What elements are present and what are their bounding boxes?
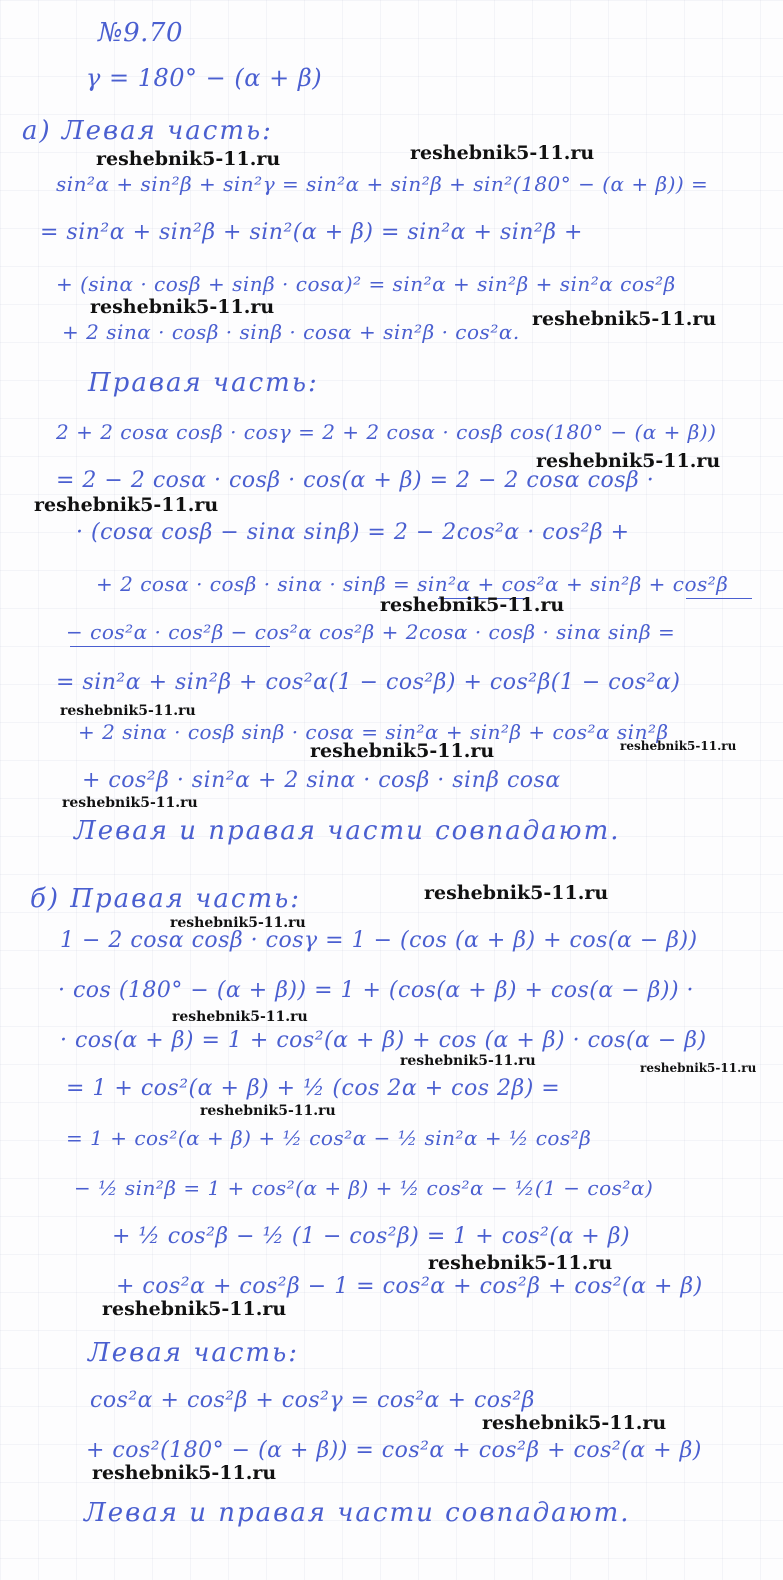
- part-a-left-line-1: sin²α + sin²β + sin²γ = sin²α + sin²β + sin²(180° − (α + β)) =: [56, 172, 709, 196]
- watermark: reshebnik5-11.ru: [90, 296, 275, 318]
- part-b-right-line-2: · cos (180° − (α + β)) = 1 + (cos(α + β) + cos(α − β)) ·: [58, 978, 695, 1003]
- watermark: reshebnik5-11.ru: [424, 882, 609, 904]
- part-b-right-line-1: 1 − 2 cosα cosβ · cosγ = 1 − (cos (α + β) + cos(α − β)): [60, 928, 698, 953]
- watermark: reshebnik5-11.ru: [410, 142, 595, 164]
- watermark: reshebnik5-11.ru: [60, 703, 196, 719]
- part-a-right-line-1: 2 + 2 cosα cosβ · cosγ = 2 + 2 cosα · cosβ cos(180° − (α + β)): [56, 420, 717, 444]
- watermark: reshebnik5-11.ru: [310, 740, 495, 762]
- watermark: reshebnik5-11.ru: [482, 1412, 667, 1434]
- underline-cancel-3: [70, 646, 270, 647]
- part-a-right-line-2: = 2 − 2 cosα · cosβ · cos(α + β) = 2 − 2 cosα cosβ ·: [56, 468, 655, 493]
- part-a-right-line-5: − cos²α · cos²β − cos²α cos²β + 2cosα · cosβ · sinα sinβ =: [66, 620, 676, 644]
- part-b-right-line-5: = 1 + cos²(α + β) + ½ cos²α − ½ sin²α + ½ cos²β: [66, 1126, 592, 1150]
- part-b-right-line-3: · cos(α + β) = 1 + cos²(α + β) + cos (α + β) · cos(α − β): [60, 1028, 707, 1053]
- watermark: reshebnik5-11.ru: [102, 1298, 287, 1320]
- part-b-right-line-8: + cos²α + cos²β − 1 = cos²α + cos²β + cos²(α + β): [116, 1274, 703, 1299]
- watermark: reshebnik5-11.ru: [536, 450, 721, 472]
- watermark: reshebnik5-11.ru: [172, 1009, 308, 1025]
- watermark: reshebnik5-11.ru: [96, 148, 281, 170]
- problem-number: №9.70: [98, 18, 183, 48]
- part-a-left-line-3: + (sinα · cosβ + sinβ · cosα)² = sin²α + sin²β + sin²α cos²β: [56, 272, 676, 296]
- watermark: reshebnik5-11.ru: [428, 1252, 613, 1274]
- part-a-left-label: а) Левая часть:: [22, 116, 273, 146]
- part-b-left-line-2: + cos²(180° − (α + β)) = cos²α + cos²β + cos²(α + β): [86, 1438, 702, 1463]
- part-a-right-line-6: = sin²α + sin²β + cos²α(1 − cos²β) + cos²β(1 − cos²α): [56, 670, 681, 695]
- watermark: reshebnik5-11.ru: [200, 1103, 336, 1119]
- watermark: reshebnik5-11.ru: [92, 1462, 277, 1484]
- watermark: reshebnik5-11.ru: [62, 795, 198, 811]
- watermark: reshebnik5-11.ru: [380, 594, 565, 616]
- watermark: reshebnik5-11.ru: [532, 308, 717, 330]
- part-a-right-label: Правая часть:: [88, 368, 319, 398]
- watermark: reshebnik5-11.ru: [34, 494, 219, 516]
- part-a-right-line-4: + 2 cosα · cosβ · sinα · sinβ = sin²α + cos²α + sin²β + cos²β: [96, 572, 729, 596]
- gamma-definition: γ = 180° − (α + β): [86, 64, 323, 92]
- part-a-left-line-4: + 2 sinα · cosβ · sinβ · cosα + sin²β · cos²α.: [62, 320, 520, 344]
- part-a-right-line-3: · (cosα cosβ − sinα sinβ) = 2 − 2cos²α · cos²β +: [76, 520, 630, 545]
- part-b-conclusion: Левая и правая части совпадают.: [84, 1498, 631, 1528]
- watermark: reshebnik5-11.ru: [620, 739, 737, 753]
- part-a-conclusion: Левая и правая части совпадают.: [74, 816, 621, 846]
- part-b-right-line-6: − ½ sin²β = 1 + cos²(α + β) + ½ cos²α − ½(1 − cos²α): [74, 1176, 654, 1200]
- part-b-right-label: б) Правая часть:: [30, 884, 302, 914]
- part-a-right-line-8: + cos²β · sin²α + 2 sinα · cosβ · sinβ cosα: [82, 768, 561, 793]
- watermark: reshebnik5-11.ru: [170, 915, 306, 931]
- part-b-left-label: Левая часть:: [88, 1338, 300, 1368]
- part-b-right-line-7: + ½ cos²β − ½ (1 − cos²β) = 1 + cos²(α + β): [112, 1224, 631, 1249]
- part-b-left-line-1: cos²α + cos²β + cos²γ = cos²α + cos²β: [90, 1388, 535, 1413]
- part-a-right-line-7: + 2 sinα · cosβ sinβ · cosα = sin²α + sin²β + cos²α sin²β: [78, 720, 669, 744]
- watermark: reshebnik5-11.ru: [400, 1053, 536, 1069]
- underline-cancel-2: [686, 598, 752, 599]
- part-b-right-line-4: = 1 + cos²(α + β) + ½ (cos 2α + cos 2β) =: [66, 1076, 561, 1101]
- part-a-left-line-2: = sin²α + sin²β + sin²(α + β) = sin²α + sin²β +: [40, 220, 583, 245]
- watermark: reshebnik5-11.ru: [640, 1061, 757, 1075]
